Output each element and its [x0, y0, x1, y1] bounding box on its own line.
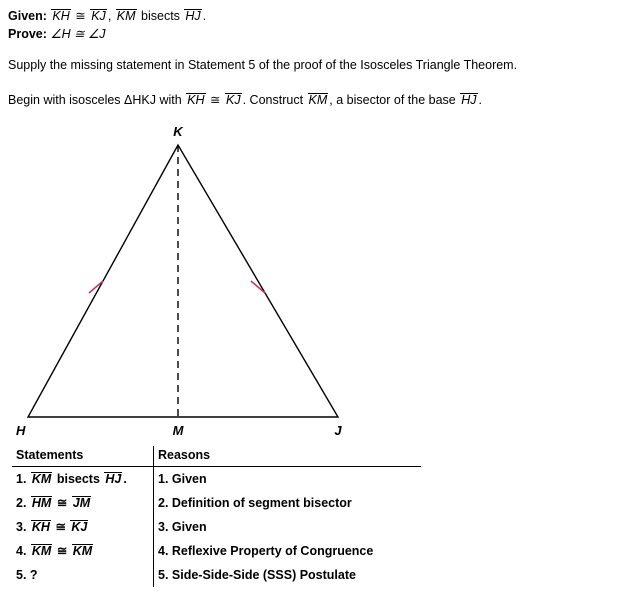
- table-row: [12, 515, 421, 539]
- reason-2: 2. Definition of segment bisector: [158, 496, 352, 510]
- prove-label: Prove:: [8, 27, 47, 41]
- triangle-figure: [8, 120, 629, 438]
- begin-text-part3: , a bisector of the base: [329, 93, 456, 107]
- label-vertex-m: M: [172, 423, 184, 438]
- given-label: Given:: [8, 9, 47, 23]
- reason-5: 5. Side-Side-Side (SSS) Postulate: [158, 568, 356, 582]
- statement-5: 5. ?: [12, 563, 154, 587]
- instruction-paragraph: Supply the missing statement in Statement 5 of the proof of the Isosceles Triangle Theorem.: [8, 58, 518, 72]
- reason-3: 3. Given: [158, 520, 207, 534]
- begin-text-part4: .: [478, 93, 482, 107]
- given-line: [8, 8, 629, 24]
- header-reasons: Reasons: [154, 446, 422, 467]
- begin-segment-hj: HJ: [461, 93, 477, 107]
- tick-mark-kj: [251, 281, 265, 293]
- begin-paragraph: [8, 90, 629, 110]
- statement-3-segment-kj: KJ: [71, 520, 88, 534]
- header-statements: Statements: [12, 446, 154, 467]
- table-row: [12, 539, 421, 563]
- given-period: .: [202, 9, 207, 23]
- given-segment-kh: KH: [52, 9, 70, 23]
- statement-4-segment-km-b: KM: [72, 544, 93, 558]
- statement-2-segment-jm: JM: [72, 496, 91, 510]
- label-vertex-j: J: [334, 423, 342, 438]
- begin-segment-kj: KJ: [226, 93, 241, 107]
- given-verb-bisects: bisects: [141, 9, 180, 23]
- given-segment-hj: HJ: [185, 9, 201, 23]
- tick-mark-kh: [89, 281, 103, 293]
- statement-3: 3. KH ≅ KJ: [12, 515, 154, 539]
- statement-1: 1. KM bisects HJ .: [12, 467, 154, 492]
- prove-statement: ∠H ≅ ∠J: [50, 27, 106, 41]
- begin-congruent-symbol: ≅: [210, 93, 221, 107]
- table-header-row: [12, 446, 421, 467]
- statement-2-segment-hm: HM: [31, 496, 52, 510]
- table-row: [12, 563, 421, 587]
- begin-segment-kh: KH: [187, 93, 205, 107]
- label-vertex-h: H: [16, 423, 26, 438]
- statement-4-segment-km-a: KM: [31, 544, 52, 558]
- begin-text-part1: Begin with isosceles ΔHKJ with: [8, 93, 182, 107]
- statement-2: 2. HM ≅ JM: [12, 491, 154, 515]
- reason-1: 1. Given: [158, 472, 207, 486]
- given-congruent-symbol-1: ≅: [75, 9, 86, 23]
- statement-1-segment-km: KM: [31, 472, 52, 486]
- given-comma: ,: [107, 9, 112, 23]
- prove-line: [8, 26, 629, 42]
- two-column-proof-table: [12, 446, 421, 587]
- given-segment-kj: KJ: [91, 9, 106, 23]
- given-segment-km: KM: [116, 9, 136, 23]
- begin-text-part2: . Construct: [242, 93, 304, 107]
- table-row: [12, 491, 421, 515]
- statement-1-segment-hj: HJ: [105, 472, 122, 486]
- triangle-outline: [28, 145, 338, 417]
- table-row: [12, 467, 421, 492]
- begin-segment-km: KM: [308, 93, 328, 107]
- reason-4: 4. Reflexive Property of Congruence: [158, 544, 374, 558]
- triangle-svg: [8, 120, 408, 438]
- statement-3-segment-kh: KH: [31, 520, 50, 534]
- statement-4: 4. KM ≅ KM: [12, 539, 154, 563]
- label-vertex-k: K: [173, 124, 183, 139]
